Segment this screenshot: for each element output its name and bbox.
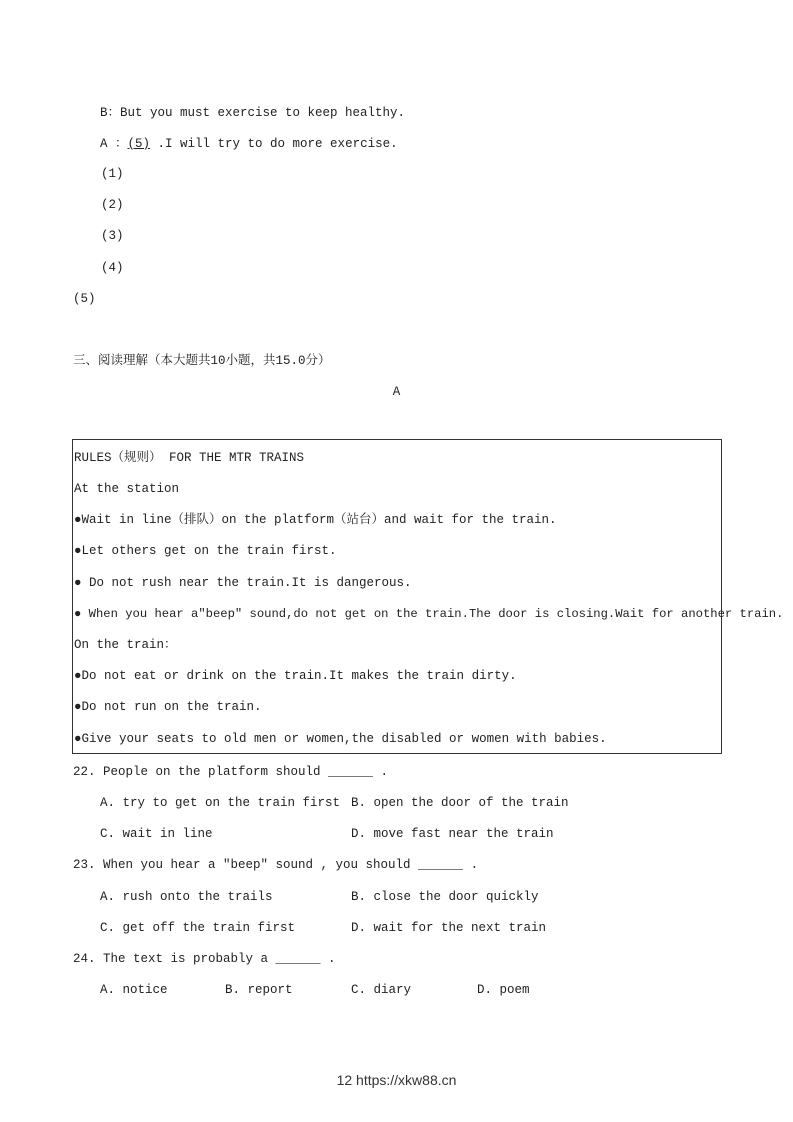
- train-rule: ●Give your seats to old men or women,the disabled or women with babies.: [74, 732, 607, 746]
- option-b: B. report: [225, 983, 293, 997]
- passage-label: A: [392, 385, 401, 399]
- answer-slot-2: (2): [101, 198, 124, 212]
- option-c: C. diary: [351, 983, 412, 997]
- station-rule: ● Do not rush near the train.It is dangerous.: [74, 576, 412, 590]
- option-d: D. move fast near the train: [351, 827, 554, 841]
- station-rule: ● When you hear a"beep" sound,do not get on the train.The door is closing.Wait for another train.: [74, 607, 784, 621]
- option-a: A. notice: [100, 983, 168, 997]
- dialogue-b-line: B：But you must exercise to keep healthy.: [100, 106, 406, 120]
- question-stem: 22. People on the platform should ______ .: [73, 765, 389, 779]
- answer-slot-1: (1): [101, 167, 124, 181]
- dialogue-a-blank: (5): [127, 137, 151, 151]
- option-c: C. wait in line: [100, 827, 213, 841]
- dialogue-a-prefix: A ：: [100, 137, 128, 151]
- train-rule: ●Do not eat or drink on the train.It makes the train dirty.: [74, 669, 517, 683]
- dialogue-a-suffix: .I will try to do more exercise.: [150, 137, 398, 151]
- station-rule: ●Let others get on the train first.: [74, 544, 337, 558]
- question-stem: 23. When you hear a "beep" sound , you should ______ .: [73, 858, 479, 872]
- page-footer: 12 https://xkw88.cn: [336, 1072, 457, 1088]
- option-c: C. get off the train first: [100, 921, 296, 935]
- option-b: B. close the door quickly: [351, 890, 539, 904]
- station-rule: ●Wait in line（排队）on the platform（站台）and wait for the train.: [74, 513, 557, 527]
- option-a: A. rush onto the trails: [100, 890, 273, 904]
- answer-slot-4: (4): [101, 261, 124, 275]
- question-stem: 24. The text is probably a ______ .: [73, 952, 336, 966]
- train-heading: On the train：: [74, 638, 177, 652]
- option-d: D. poem: [477, 983, 530, 997]
- answer-slot-3: (3): [101, 229, 124, 243]
- answer-slot-5: (5): [73, 292, 96, 306]
- station-heading: At the station: [74, 482, 180, 496]
- train-rule: ●Do not run on the train.: [74, 700, 262, 714]
- option-a: A. try to get on the train first: [100, 796, 341, 810]
- dialogue-a-line: [100, 136, 398, 152]
- rules-title: RULES（规则） FOR THE MTR TRAINS: [74, 451, 305, 465]
- option-d: D. wait for the next train: [351, 921, 547, 935]
- section-title: 三、阅读理解（本大题共10小题，共15.0分）: [73, 354, 331, 368]
- option-b: B. open the door of the train: [351, 796, 569, 810]
